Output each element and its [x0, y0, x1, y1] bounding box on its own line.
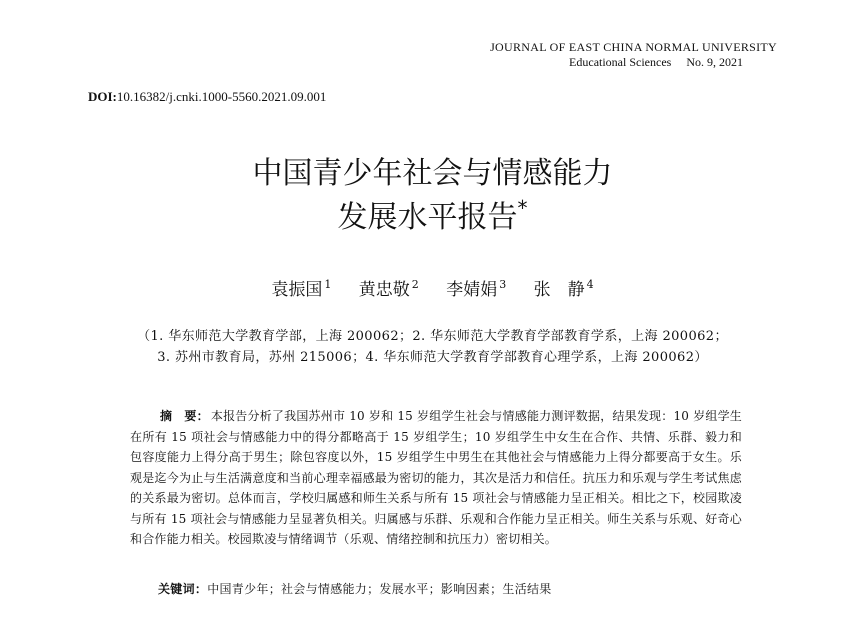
doi-label: DOI:	[88, 89, 117, 104]
journal-section: Educational Sciences	[569, 55, 672, 69]
affiliations	[0, 326, 865, 368]
keywords-text: 中国青少年；社会与情感能力；发展水平；影响因素；生活结果	[207, 582, 552, 596]
title-line-2: 发展水平报告	[337, 200, 518, 235]
author-name: 张 静	[533, 280, 585, 300]
journal-header	[490, 40, 777, 70]
abstract-text: 本报告分析了我国苏州市 10 岁和 15 岁组学生社会与情感能力测评数据，结果发现：10 岁组学生在所有 15 项社会与情感能力中的得分都略高于 15 岁组学生；10 岁组学生中女生在合作、共情、乐群、毅力和包容度能力上得分高于男生；除包容度以外，15 岁组学生中男生在其他社会与情感能力上得分都要高于女生。乐观是迄今为止与生活满意度和当前心理幸福感最为密切的能力，其次是活力和信任。抗压力和乐观与学生考试焦虑的关系最为密切。总体而言，学校归属感和师生关系与所有 15 项社会与情感能力呈正相关。相比之下，校园欺凌与所有 15 项社会与情感能力呈显著负相关。归属感与乐群、乐观和合作能力呈正相关。师生关系与乐观、好奇心和合作能力相关。校园欺凌与情绪调节（乐观、情绪控制和抗压力）密切相关。	[130, 409, 743, 546]
author-list	[0, 275, 865, 300]
keywords	[158, 579, 552, 599]
doi	[88, 89, 326, 105]
title-line-1: 中国青少年社会与情感能力	[252, 156, 613, 191]
affiliation-line-2: 3. 苏州市教育局，苏州 215006；4. 华东师范大学教育学部教育心理学系，上海 200062）	[157, 350, 708, 365]
author-affiliation-mark: 4	[586, 278, 594, 291]
author	[359, 280, 419, 300]
author	[534, 280, 594, 300]
author-name: 黄忠敬	[358, 280, 410, 300]
journal-name: JOURNAL OF EAST CHINA NORMAL UNIVERSITY	[490, 40, 777, 54]
abstract	[130, 406, 742, 550]
author	[446, 280, 506, 300]
journal-issue: No. 9, 2021	[686, 55, 743, 69]
author-affiliation-mark: 1	[324, 278, 332, 291]
author-name: 袁振国	[271, 280, 323, 300]
journal-issue-line	[490, 55, 743, 70]
author-affiliation-mark: 2	[411, 278, 419, 291]
title-footnote-mark: *	[517, 196, 528, 220]
author	[271, 280, 331, 300]
affiliation-line-1: （1. 华东师范大学教育学部，上海 200062；2. 华东师范大学教育学部教育学系，上海 200062；	[137, 329, 728, 344]
doi-value: 10.16382/j.cnki.1000-5560.2021.09.001	[116, 89, 327, 104]
paper-title	[0, 152, 865, 240]
keywords-label: 关键词：	[158, 582, 208, 596]
abstract-label: 摘 要：	[160, 409, 209, 423]
author-name: 李婧娟	[446, 280, 498, 300]
author-affiliation-mark: 3	[499, 278, 507, 291]
